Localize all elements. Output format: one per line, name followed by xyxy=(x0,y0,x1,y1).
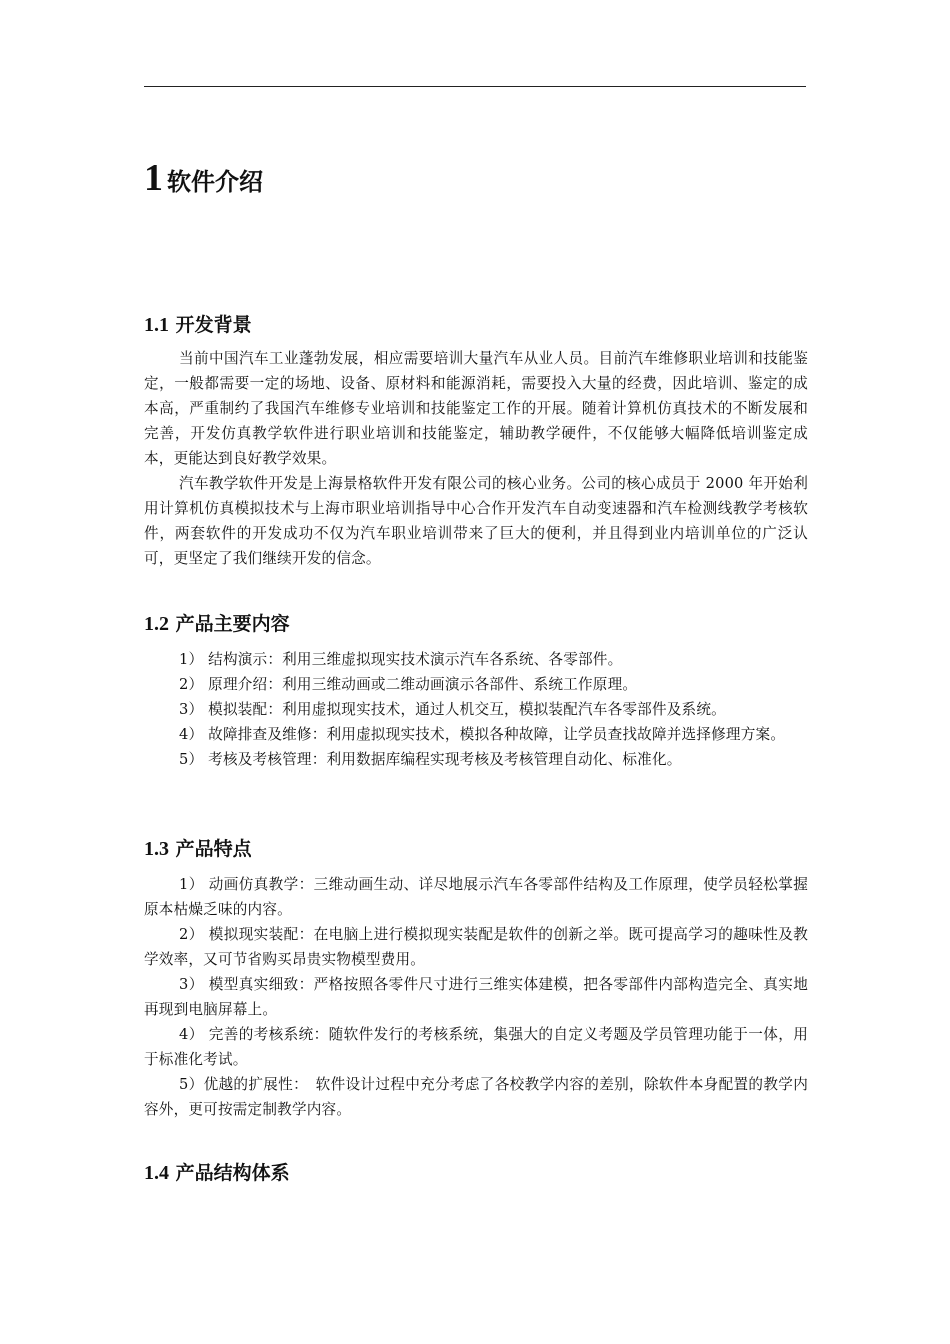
list-item: 3） 模型真实细致：严格按照各零件尺寸进行三维实体建模，把各零部件内部构造完全、真实地再现到电脑屏幕上。 xyxy=(144,976,808,1018)
list-item: 4） 完善的考核系统：随软件发行的考核系统，集强大的自定义考题及学员管理功能于一体，用于标准化考试。 xyxy=(144,1026,808,1068)
section-heading-1-2 xyxy=(144,609,290,636)
section-title: 产品主要内容 xyxy=(175,613,290,635)
list-item: 1） 动画仿真教学：三维动画生动、详尽地展示汽车各零部件结构及工作原理，使学员轻松掌握原本枯燥乏味的内容。 xyxy=(144,876,808,918)
chapter-heading xyxy=(144,156,263,200)
section-title: 产品特点 xyxy=(175,838,252,860)
section-number: 1.2 xyxy=(144,613,169,635)
section-body-1-3 xyxy=(144,872,808,1122)
list-item: 5）优越的扩展性： 软件设计过程中充分考虑了各校教学内容的差别，除软件本身配置的教学内容外，更可按需定制教学内容。 xyxy=(144,1076,808,1118)
paragraph: 汽车教学软件开发是上海景格软件开发有限公司的核心业务。公司的核心成员于 2000 年开始利用计算机仿真模拟技术与上海市职业培训指导中心合作开发汽车自动变速器和汽车检测线教学考核软件，两套软件的开发成功不仅为汽车职业培训带来了巨大的便利，并且得到业内培训单位的广泛认可，更坚定了我们继续开发的信念。 xyxy=(144,475,808,567)
section-number: 1.3 xyxy=(144,838,169,860)
section-title: 产品结构体系 xyxy=(175,1162,290,1184)
section-body-1-2 xyxy=(144,647,808,772)
list-item: 3） 模拟装配：利用虚拟现实技术，通过人机交互，模拟装配汽车各零部件及系统。 xyxy=(179,701,726,718)
list-item: 1） 结构演示：利用三维虚拟现实技术演示汽车各系统、各零部件。 xyxy=(179,651,623,668)
section-number: 1.4 xyxy=(144,1162,169,1184)
section-body-1-1 xyxy=(144,346,808,571)
chapter-title: 软件介绍 xyxy=(167,168,263,196)
paragraph: 当前中国汽车工业蓬勃发展，相应需要培训大量汽车从业人员。目前汽车维修职业培训和技能鉴定，一般都需要一定的场地、设备、原材料和能源消耗，需要投入大量的经费，因此培训、鉴定的成本高，严重制约了我国汽车维修专业培训和技能鉴定工作的开展。随着计算机仿真技术的不断发展和完善，开发仿真教学软件进行职业培训和技能鉴定，辅助教学硬件，不仅能够大幅降低培训鉴定成本，更能达到良好教学效果。 xyxy=(144,350,808,467)
list-item: 4） 故障排查及维修：利用虚拟现实技术，模拟各种故障，让学员查找故障并选择修理方案。 xyxy=(179,726,786,743)
section-number: 1.1 xyxy=(144,314,169,336)
list-item: 2） 模拟现实装配：在电脑上进行模拟现实装配是软件的创新之举。既可提高学习的趣味性及教学效率，又可节省购买昂贵实物模型费用。 xyxy=(144,926,808,968)
header-rule xyxy=(144,86,806,87)
section-heading-1-1 xyxy=(144,310,252,337)
list-item: 5） 考核及考核管理：利用数据库编程实现考核及考核管理自动化、标准化。 xyxy=(179,751,682,768)
list-item: 2） 原理介绍：利用三维动画或二维动画演示各部件、系统工作原理。 xyxy=(179,676,638,693)
section-heading-1-4 xyxy=(144,1158,290,1185)
section-heading-1-3 xyxy=(144,834,252,861)
section-title: 开发背景 xyxy=(175,314,252,336)
chapter-number: 1 xyxy=(144,157,163,199)
